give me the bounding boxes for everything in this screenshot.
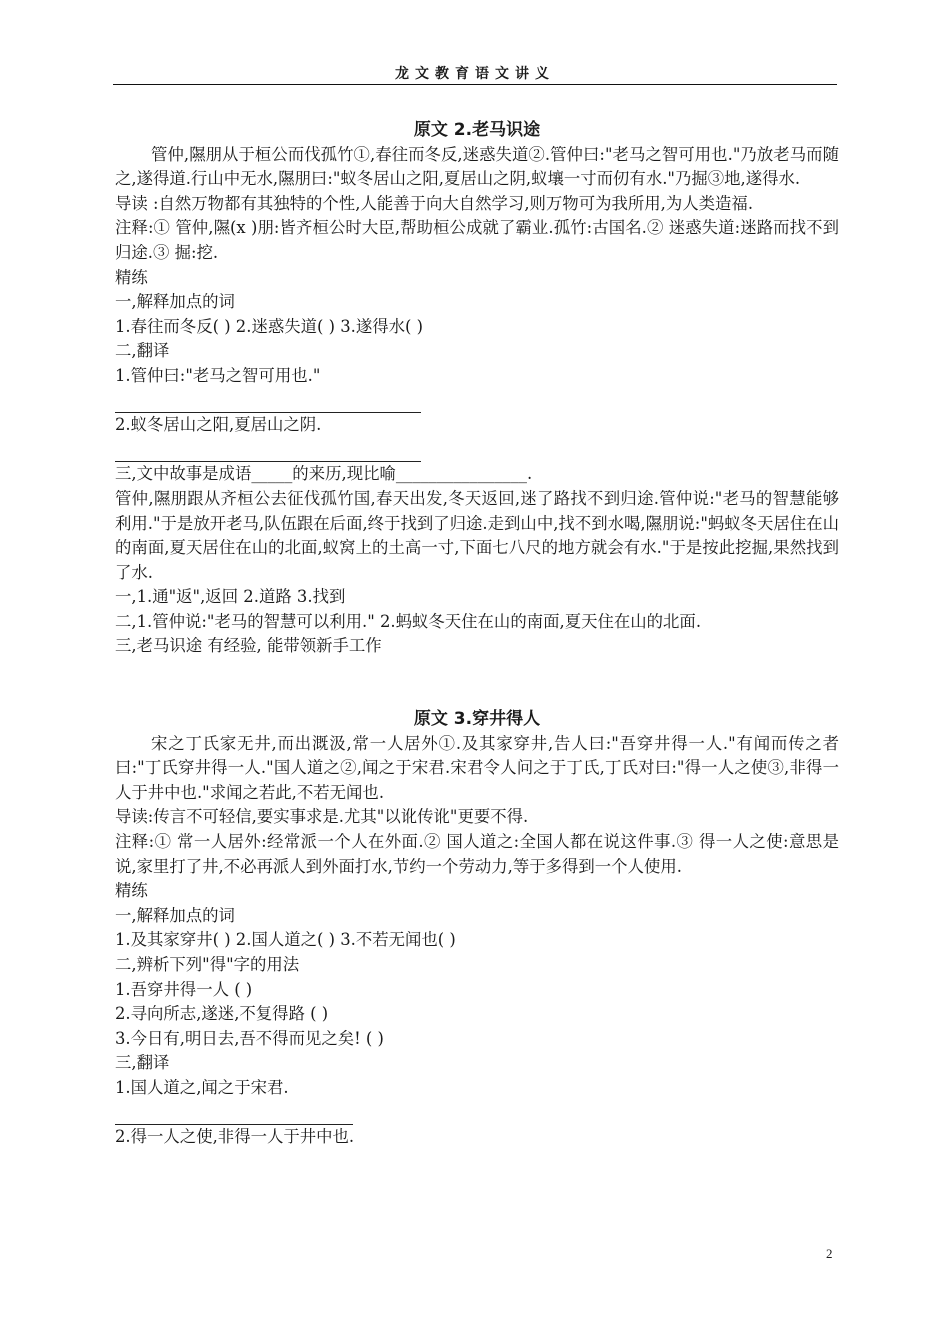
section2-q2-item1: 1.管仲曰:"老马之智可用也." (115, 365, 321, 385)
header-rule (113, 84, 837, 85)
section3-q1-items: 1.及其家穿井( ) 2.国人道之( ) 3.不若无闻也( ) (115, 930, 456, 950)
section2-q3: 三,文中故事是成语_____的来历,现比喻________________. (115, 464, 533, 484)
section3-title: 原文 3.穿井得人 (413, 709, 541, 730)
section2-q1-title: 一,解释加点的词 (115, 292, 235, 312)
section2-practice-label: 精练 (115, 267, 148, 287)
answer-blank-line[interactable] (115, 438, 421, 463)
answer-blank-line[interactable] (115, 1101, 353, 1126)
section2-guide: 导读 :自然万物都有其独特的个性,人能善于向大自然学习,则万物可为我所用,为人类造福. (115, 193, 754, 213)
section2-q1-items: 1.春往而冬反( ) 2.迷惑失道( ) 3.遂得水( ) (115, 316, 424, 336)
answer-blank-line[interactable] (115, 389, 421, 414)
section3-guide: 导读:传言不可轻信,要实事求是.尤其"以讹传讹"更要不得. (115, 807, 529, 827)
page-header: 龙文教育语文讲义 (395, 66, 555, 82)
section3-q3-item1: 1.国人道之,闻之于宋君. (115, 1077, 289, 1097)
section-spacer (115, 659, 839, 707)
document-body (115, 118, 839, 1150)
section2-q2-item2: 2.蚁冬居山之阳,夏居山之阴. (115, 415, 322, 435)
section2-translation: 管仲,隰朋跟从齐桓公去征伐孤竹国,春天出发,冬天返回,迷了路找不到归途.管仲说:"老马的智慧能够利用."于是放开老马,队伍跟在后面,终于找到了归途.走到山中,找不到水喝,隰朋说:"蚂蚁冬天居住在山的南面,夏天居住在山的北面,蚁窝上的土高一寸,下面七八尺的地方就会有水."于是按此挖掘,果然找到了水. (115, 488, 839, 582)
section3-q2-title: 二,辨析下列"得"字的用法 (115, 955, 300, 974)
section2-q2-title: 二,翻译 (115, 341, 170, 361)
section3-q3-item2: 2.得一人之使,非得一人于井中也. (115, 1127, 355, 1147)
section3-q2-item1: 1.吾穿井得一人 ( ) (115, 979, 253, 999)
section2-answer2: 二,1.管仲说:"老马的智慧可以利用." 2.蚂蚁冬天住在山的南面,夏天住在山的北面. (115, 611, 702, 631)
section3-practice-label: 精练 (115, 881, 148, 901)
section3-q3-title: 三,翻译 (115, 1053, 170, 1073)
section3-q2-item2: 2.寻向所志,遂迷,不复得路 ( ) (115, 1004, 329, 1024)
section3-notes: 注释:① 常一人居外:经常派一个人在外面.② 国人道之:全国人都在说这件事.③ 得一人之使:意思是说,家里打了井,不必再派人到外面打水,节约一个劳动力,等于多得到一个人使用. (115, 832, 839, 876)
page-number: 2 (826, 1246, 833, 1261)
section2-original-text: 管仲,隰朋从于桓公而伐孤竹①,春往而冬反,迷惑失道②.管仲曰:"老马之智可用也."乃放老马而随之,遂得道.行山中无水,隰朋曰:"蚁冬居山之阳,夏居山之阴,蚁壤一寸而仞有水."乃掘③地,遂得水. (115, 144, 839, 189)
section2-title: 原文 2.老马识途 (413, 120, 541, 140)
section3-original-text: 宋之丁氏家无井,而出溉汲,常一人居外①.及其家穿井,告人曰:"吾穿井得一人."有闻而传之者曰:"丁氏穿井得一人."国人道之②,闻之于宋君.宋君令人问之于丁氏,丁氏对曰:"得一人之使③,非得一人于井中也."求闻之若此,不若无闻也. (115, 733, 839, 802)
section2-notes: 注释:① 管仲,隰(x )朋:皆齐桓公时大臣,帮助桓公成就了霸业.孤竹:古国名.② 迷惑失道:迷路而找不到归途.③ 掘:挖. (115, 218, 839, 262)
section2-answer1: 一,1.通"返",返回 2.道路 3.找到 (115, 587, 346, 607)
section3-q1-title: 一,解释加点的词 (115, 905, 235, 925)
section2-answer3: 三,老马识途 有经验, 能带领新手工作 (115, 636, 382, 656)
section3-q2-item3: 3.今日有,明日去,吾不得而见之矣! ( ) (115, 1028, 384, 1048)
